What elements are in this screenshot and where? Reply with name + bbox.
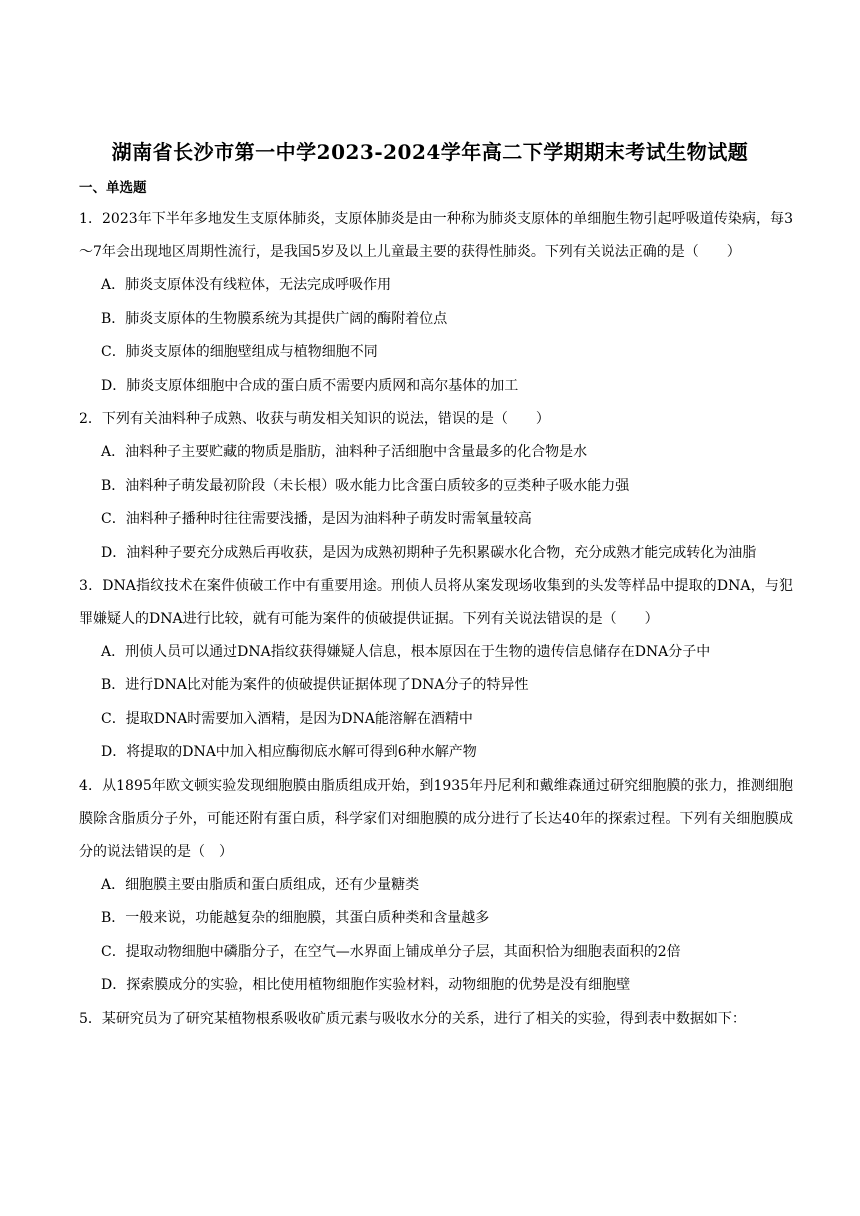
option-a: A．细胞膜主要由脂质和蛋白质组成，还有少量糖类 [101, 876, 420, 893]
option-c: C．肺炎支原体的细胞壁组成与植物细胞不同 [101, 344, 378, 360]
option-a: A．刑侦人员可以通过DNA指纹获得嫌疑人信息，根本原因在于生物的遗传信息储存在DNA分子中 [101, 643, 711, 660]
question-5 [79, 1003, 793, 1036]
option-c: C．提取动物细胞中磷脂分子，在空气—水界面上铺成单分子层，其面积恰为细胞表面积的2倍 [101, 943, 681, 960]
option-a: A．肺炎支原体没有线粒体，无法完成呼吸作用 [101, 277, 392, 293]
document-title: 湖南省长沙市第一中学2023-2024学年高二下学期期末考试生物试题 [111, 140, 749, 164]
question-4 [79, 770, 793, 1003]
option-b: B．油料种子萌发最初阶段（未长根）吸水能力比含蛋白质较多的豆类种子吸水能力强 [101, 477, 630, 494]
question-stem: 2．下列有关油料种子成熟、收获与萌发相关知识的说法，错误的是（ ） [79, 411, 550, 427]
option-c: C．提取DNA时需要加入酒精，是因为DNA能溶解在酒精中 [101, 710, 473, 727]
question-1 [79, 203, 793, 403]
option-b: B．一般来说，功能越复杂的细胞膜，其蛋白质种类和含量越多 [101, 910, 490, 926]
question-stem: 1．2023年下半年多地发生支原体肺炎，支原体肺炎是由一种称为肺炎支原体的单细胞生物引起呼吸道传染病，每3～7年会出现地区周期性流行，是我国5岁及以上儿童最主要的获得性肺炎。下列有关说法正确的是（ ） [79, 211, 793, 260]
question-2 [79, 403, 793, 570]
option-d: D．将提取的DNA中加入相应酶彻底水解可得到6种水解产物 [101, 744, 477, 760]
option-d: D．肺炎支原体细胞中合成的蛋白质不需要内质网和高尔基体的加工 [101, 377, 519, 394]
question-stem: 4．从1895年欧文顿实验发现细胞膜由脂质组成开始，到1935年丹尼利和戴维森通过研究细胞膜的张力，推测细胞膜除含脂质分子外，可能还附有蛋白质，科学家们对细胞膜的成分进行了长达40年的探索过程。下列有关细胞膜成分的说法错误的是（ ） [79, 777, 793, 860]
option-d: D．探索膜成分的实验，相比使用植物细胞作实验材料，动物细胞的优势是没有细胞壁 [101, 977, 631, 993]
option-b: B．肺炎支原体的生物膜系统为其提供广阔的酶附着位点 [101, 310, 448, 327]
option-a: A．油料种子主要贮藏的物质是脂肪，油料种子活细胞中含量最多的化合物是水 [101, 444, 588, 460]
question-stem: 3．DNA指纹技术在案件侦破工作中有重要用途。刑侦人员将从案发现场收集到的头发等样品中提取的DNA，与犯罪嫌疑人的DNA进行比较，就有可能为案件的侦破提供证据。下列有关说法错误的是（ ） [79, 577, 793, 627]
option-d: D．油料种子要充分成熟后再收获，是因为成熟初期种子先积累碳水化合物，充分成熟才能完成转化为油脂 [101, 544, 757, 561]
question-stem: 5．某研究员为了研究某植物根系吸收矿质元素与吸收水分的关系，进行了相关的实验，得到表中数据如下： [79, 1010, 746, 1027]
question-list [79, 203, 793, 1036]
question-3 [79, 570, 793, 770]
section-heading: 一、单选题 [79, 180, 147, 196]
option-b: B．进行DNA比对能为案件的侦破提供证据体现了DNA分子的特异性 [101, 677, 529, 693]
option-c: C．油料种子播种时往往需要浅播，是因为油料种子萌发时需氧量较高 [101, 511, 532, 527]
